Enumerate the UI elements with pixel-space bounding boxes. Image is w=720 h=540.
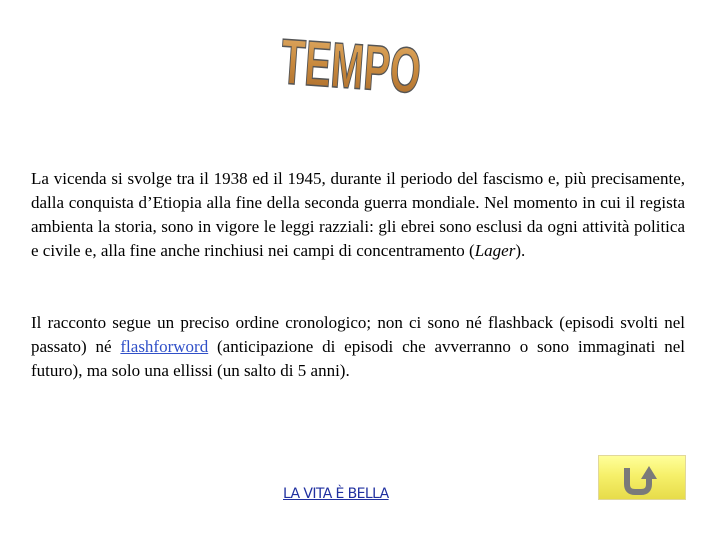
back-button[interactable] bbox=[598, 455, 686, 500]
la-vita-e-bella-link[interactable]: LA VITA È BELLA bbox=[283, 486, 389, 502]
u-turn-arrow-icon bbox=[599, 456, 685, 499]
paragraph-2-end: (anticipazione di episodi che avverranno o sono immaginati nel futuro), ma solo una ellissi (un salto di 5 anni). bbox=[31, 337, 685, 380]
lager-term: Lager bbox=[474, 241, 516, 260]
paragraph-historical-context bbox=[31, 167, 685, 263]
title-text: TEMPO bbox=[278, 25, 511, 113]
paragraph-2-text: Il racconto segue un preciso ordine cronologico; non ci sono né flashback (episodi svolti nel passato) né bbox=[31, 313, 685, 356]
title-wordart bbox=[278, 25, 511, 113]
paragraph-1-text: La vicenda si svolge tra il 1938 ed il 1945, durante il periodo del fascismo e, più precisamente, dalla conquista d’Etiopia alla fine della seconda guerra mondiale. Nel momento in cui il regista ambienta la storia, sono in vigore le leggi razziali: gli ebrei sono esclusi da ogni attività politica e civile e, alla fine anche rinchiusi nei campi di concentramento ( bbox=[31, 169, 685, 260]
paragraph-1-end: ). bbox=[515, 241, 526, 260]
paragraph-chronology bbox=[31, 311, 685, 383]
flashforword-link[interactable]: flashforword bbox=[120, 337, 209, 356]
